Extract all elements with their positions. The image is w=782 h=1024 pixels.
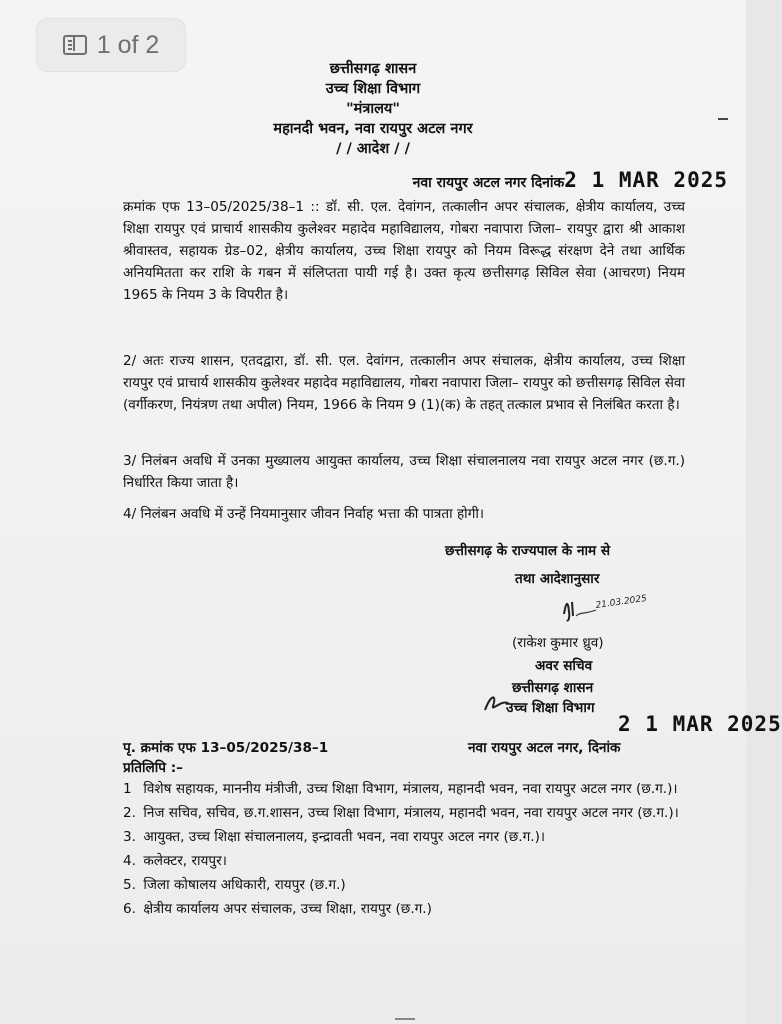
- list-item: 5. जिला कोषालय अधिकारी, रायपुर (छ.ग.): [123, 877, 346, 893]
- list-item: 1 विशेष सहायक, माननीय मंत्रीजी, उच्च शिक्षा विभाग, मंत्रालय, महानदी भवन, नवा रायपुर अटल नगर (छ.ग.)।: [123, 781, 678, 797]
- list-item: 2. निज सचिव, सचिव, छ.ग.शासन, उच्च शिक्षा विभाग, मंत्रालय, महानदी भवन, नवा रायपुर अटल नगर (छ.ग.)।: [123, 805, 679, 821]
- paragraph-1: क्रमांक एफ 13–05/2025/38–1 :: डॉ. सी. एल. देवांगन, तत्कालीन अपर संचालक, क्षेत्रीय कार्यालय, उच्च शिक्षा रायपुर एवं प्राचार्य शासकीय कुलेश्वर महादेव महाविद्यालय, गोबरा नवापारा जिला– रायपुर द्वारा श्री आकाश श्रीवास्तव, सहायक ग्रेड–02, क्षेत्रीय कार्यालय, उच्च शिक्षा रायपुर को नियम विरूद्ध संरक्षण देने तथा आर्थिक अनियमितता कर राशि के गबन में संलिप्तता पायी गई है। उक्त कृत्य छत्तीसगढ़ सिविल सेवा (आचरण) नियम 1965 के नियम 3 के विपरीत है।: [123, 199, 685, 303]
- signoff-line-1: छत्तीसगढ़ के राज्यपाल के नाम से: [445, 543, 611, 559]
- paragraph-3: 3/ निलंबन अवधि में उनका मुख्यालय आयुक्त कार्यालय, उच्च शिक्षा संचालनालय नवा रायपुर अटल नगर (छ.ग.) निर्धारित किया जाता है।: [123, 453, 685, 491]
- signature-date: 21.03.2025: [595, 593, 648, 611]
- signatory-org-2: उच्च शिक्षा विभाग: [506, 700, 595, 716]
- page-panel-icon: [63, 35, 87, 55]
- order-date-line: [413, 168, 728, 192]
- signatory-designation: अवर सचिव: [535, 658, 593, 674]
- handwritten-signature: [556, 594, 646, 634]
- endorsement-date-stamp: 2 1 MAR 2025: [618, 712, 782, 736]
- copy-list: [123, 778, 693, 922]
- page-indicator-label: 1 of 2: [96, 30, 160, 59]
- endorsement-ref: पृ. क्रमांक एफ 13–05/2025/38–1: [123, 740, 329, 756]
- list-item: 6. क्षेत्रीय कार्यालय अपर संचालक, उच्च शिक्षा, रायपुर (छ.ग.): [123, 901, 432, 917]
- order-date-stamp: 2 1 MAR 2025: [564, 168, 728, 192]
- copy-label: प्रतिलिपि :–: [123, 760, 183, 776]
- header-order-title: / / आदेश / /: [336, 141, 410, 157]
- paragraph-2: 2/ अतः राज्य शासन, एतदद्वारा, डॉ. सी. एल. देवांगन, तत्कालीन अपर संचालक, क्षेत्रीय कार्यालय, उच्च शिक्षा रायपुर एवं प्राचार्य शासकीय कुलेश्वर महादेव महाविद्यालय, गोबरा नवापारा जिला– रायपुर को छत्तीसगढ़ सिविल सेवा (वर्गीकरण, नियंत्रण तथा अपील) नियम, 1966 के नियम 9 (1)(क) के तहत् तत्काल प्रभाव से निलंबित करता है।: [123, 353, 685, 413]
- endorsement-place-date: नवा रायपुर अटल नगर, दिनांक: [468, 740, 621, 756]
- order-date-prefix: नवा रायपुर अटल नगर दिनांक: [412, 175, 565, 191]
- signoff-line-2: तथा आदेशानुसार: [515, 571, 600, 587]
- paragraph-4: 4/ निलंबन अवधि में उन्हें नियमानुसार जीवन निर्वाह भत्ता की पात्रता होगी।: [123, 506, 485, 522]
- signatory-org-1: छत्तीसगढ़ शासन: [512, 680, 594, 696]
- list-item: 3. आयुक्त, उच्च शिक्षा संचालनालय, इन्द्रावती भवन, नवा रायपुर अटल नगर (छ.ग.)।: [123, 829, 546, 845]
- header-government: छत्तीसगढ़ शासन: [329, 61, 417, 77]
- header-department: उच्च शिक्षा विभाग: [325, 81, 421, 97]
- signatory-name: (राकेश कुमार ध्रुव): [512, 635, 604, 651]
- header-ministry: "मंत्रालय": [346, 101, 400, 117]
- list-item: 4. कलेक्टर, रायपुर।: [123, 853, 227, 869]
- header-address: महानदी भवन, नवा रायपुर अटल नगर: [273, 121, 473, 137]
- initial-scribble: [483, 690, 513, 716]
- scan-mark-bottom: [395, 1018, 415, 1020]
